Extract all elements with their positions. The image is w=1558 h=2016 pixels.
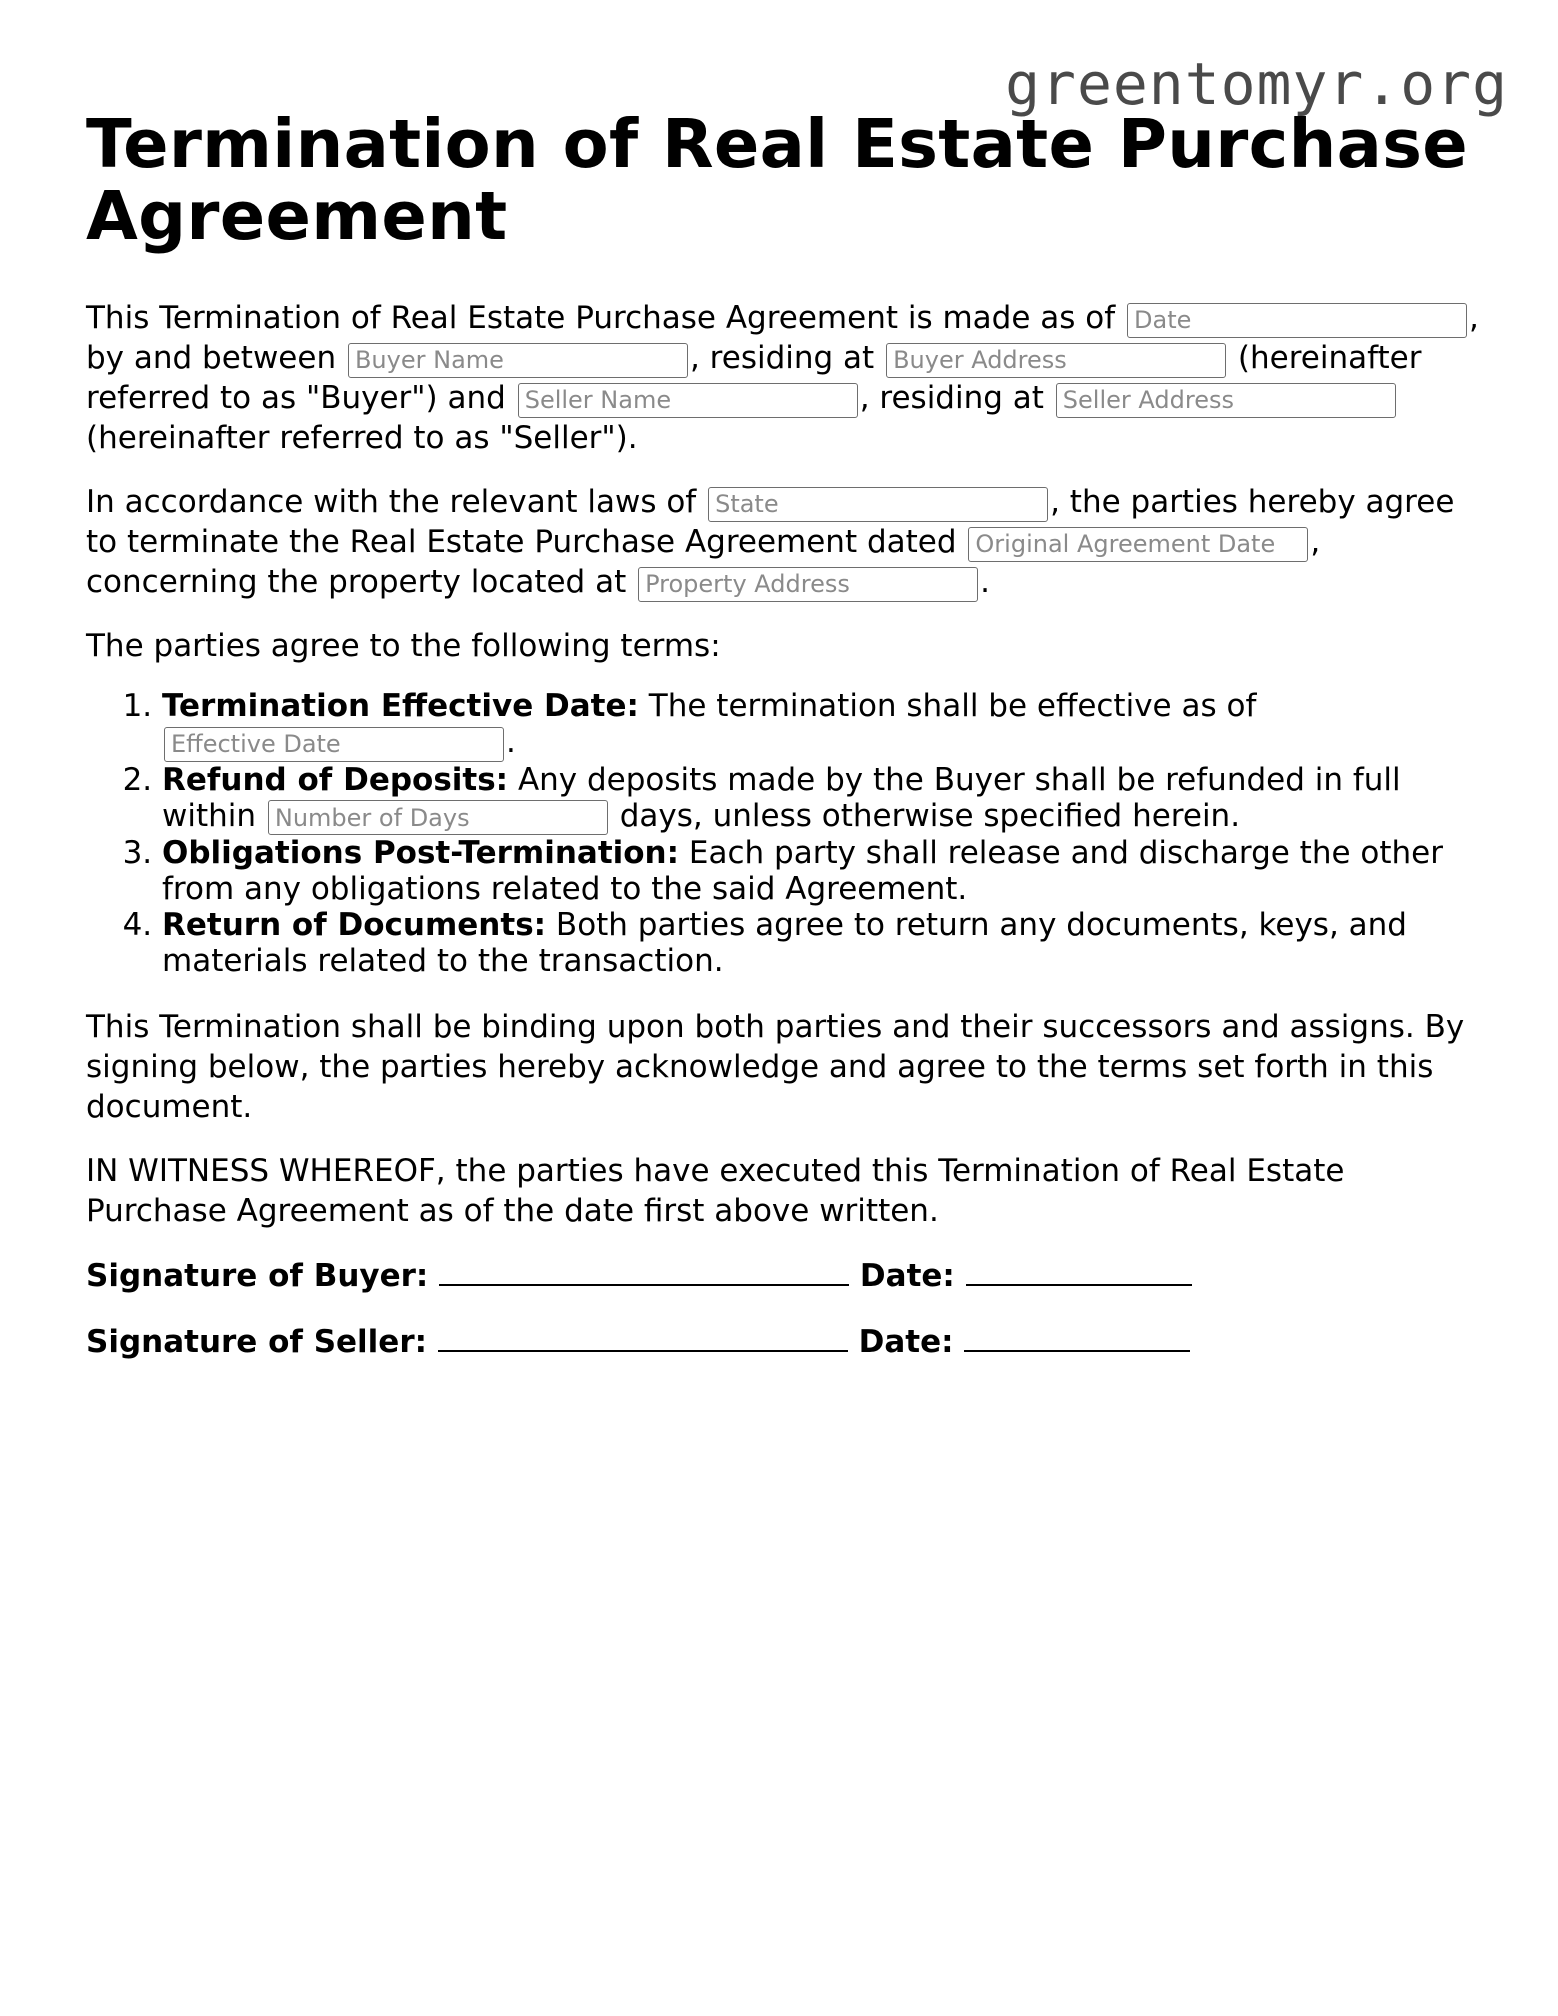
terms-intro: The parties agree to the following terms: xyxy=(86,628,721,664)
witness-paragraph: IN WITNESS WHEREOF, the parties have executed this Termination of Real Estate Purchase Agreement as of the date first above written. xyxy=(86,1153,1345,1229)
buyer-date-label: Date: xyxy=(859,1258,955,1294)
parties-text-1: This Termination of Real Estate Purchase Agreement is made as of xyxy=(86,300,1116,336)
term-label: Termination Effective Date: xyxy=(162,688,639,724)
seller-date-label: Date: xyxy=(858,1324,954,1360)
parties-paragraph xyxy=(86,298,1486,458)
effective-date-input[interactable] xyxy=(164,727,504,762)
terms-list xyxy=(86,688,1486,979)
original-agreement-date-input[interactable] xyxy=(968,527,1308,562)
buyer-date-line[interactable] xyxy=(966,1256,1192,1286)
term-refund xyxy=(162,762,1486,836)
parties-text-6: (hereinafter referred to as "Seller"). xyxy=(86,420,638,456)
term-text: The termination shall be effective as of xyxy=(648,688,1257,724)
term-label: Return of Documents: xyxy=(162,907,547,943)
term-effective-date xyxy=(162,688,1486,762)
parties-text-2: , by and between xyxy=(86,300,1479,376)
seller-signature-line[interactable] xyxy=(438,1322,848,1352)
agreement-text-1: In accordance with the relevant laws of xyxy=(86,484,697,520)
agreement-paragraph xyxy=(86,482,1486,602)
term-end: . xyxy=(506,724,516,760)
parties-text-5: , residing at xyxy=(859,380,1044,416)
term-documents xyxy=(162,907,1486,979)
agreement-text-2: , the parties hereby agree to terminate the Real Estate Purchase Agreement dated xyxy=(86,484,1455,560)
buyer-signature-line[interactable] xyxy=(439,1256,849,1286)
seller-name-input[interactable] xyxy=(518,383,858,418)
term-obligations xyxy=(162,835,1486,907)
number-of-days-input[interactable] xyxy=(268,800,608,835)
seller-address-input[interactable] xyxy=(1056,383,1396,418)
buyer-address-input[interactable] xyxy=(886,343,1226,378)
state-input[interactable] xyxy=(708,487,1048,522)
term-label: Obligations Post-Termination: xyxy=(162,835,680,871)
term-text: Both parties agree to return any documents, keys, and materials related to the transaction. xyxy=(162,907,1407,979)
agreement-text-3: , concerning the property located at xyxy=(86,524,1321,600)
term-end: days, unless otherwise specified herein. xyxy=(619,797,1241,834)
buyer-signature-row xyxy=(86,1255,1486,1297)
parties-text-3: , residing at xyxy=(689,340,875,376)
binding-paragraph: This Termination shall be binding upon both parties and their successors and assigns. By signing below, the parties hereby acknowledge and agree to the terms set forth in this document. xyxy=(86,1009,1465,1125)
property-address-input[interactable] xyxy=(638,567,978,602)
seller-signature-row xyxy=(86,1321,1486,1363)
date-input[interactable] xyxy=(1127,303,1467,338)
seller-date-line[interactable] xyxy=(964,1322,1190,1352)
page-title: Termination of Real Estate Purchase Agreement xyxy=(86,105,1469,255)
term-text: Each party shall release and discharge the other from any obligations related to the said Agreement. xyxy=(162,835,1443,907)
term-label: Refund of Deposits: xyxy=(162,761,509,798)
agreement-text-4: . xyxy=(980,564,990,600)
seller-signature-label: Signature of Seller: xyxy=(86,1324,428,1360)
site-watermark: greentomyr.org xyxy=(1005,50,1508,118)
buyer-name-input[interactable] xyxy=(348,343,688,378)
parties-text-4: (hereinafter referred to as "Buyer") and xyxy=(86,340,1422,416)
document-body xyxy=(86,105,1486,1387)
buyer-signature-label: Signature of Buyer: xyxy=(86,1258,429,1294)
term-text: Any deposits made by the Buyer shall be refunded in full within xyxy=(162,761,1401,834)
